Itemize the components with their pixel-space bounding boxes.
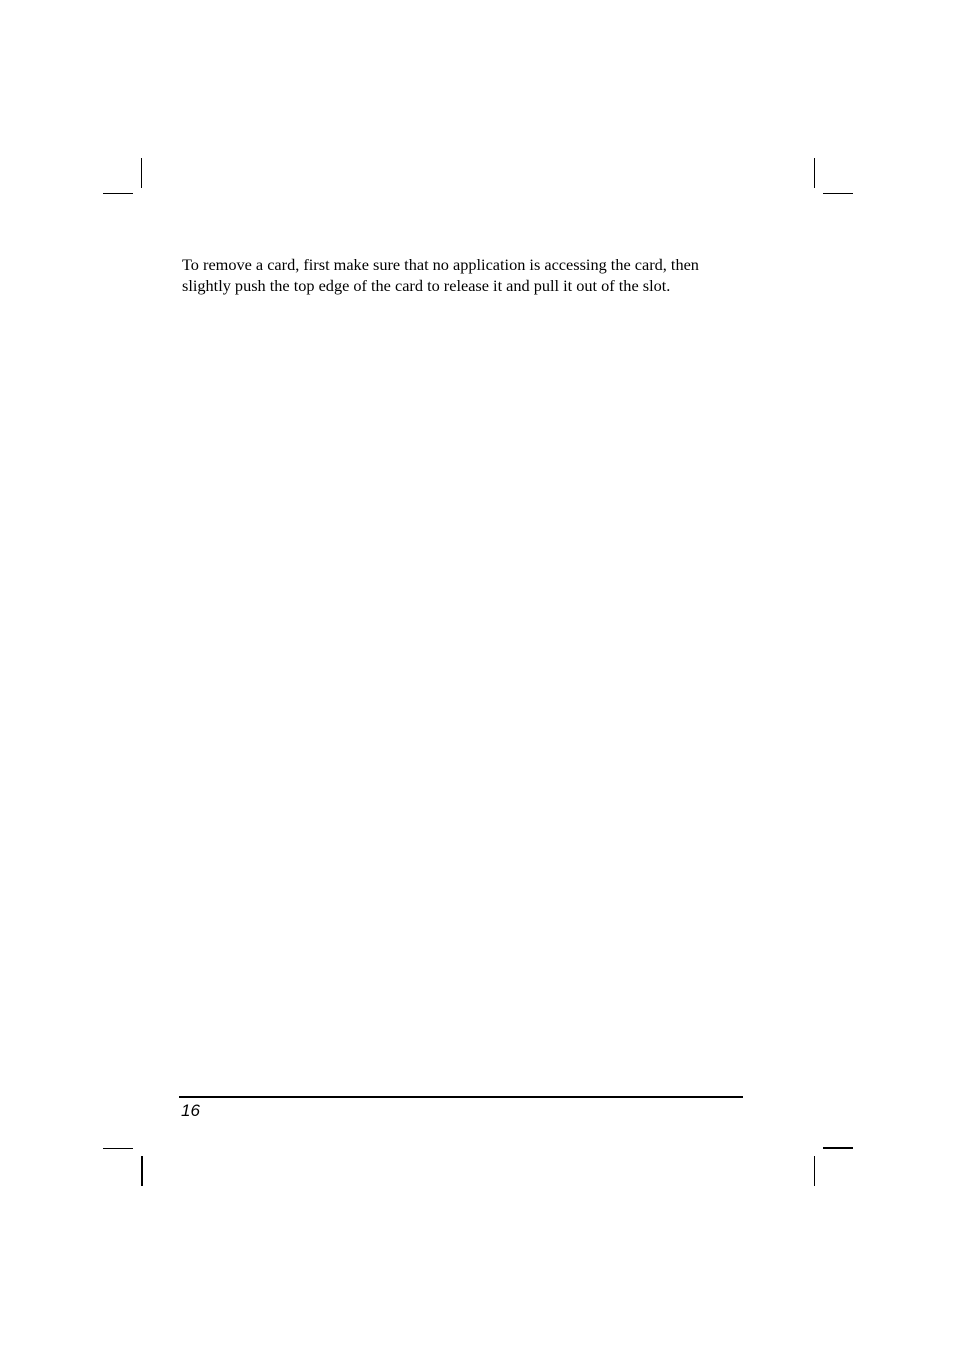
crop-mark-bottom-right-vertical: [814, 1156, 815, 1186]
crop-mark-bottom-left-horizontal: [103, 1148, 133, 1149]
body-line-2: slightly push the top edge of the card to release it and pull it out of the slot.: [182, 276, 671, 295]
crop-mark-top-left-horizontal: [103, 193, 133, 194]
body-paragraph: [182, 254, 752, 296]
footer-rule: [179, 1096, 743, 1098]
page-number: 16: [181, 1101, 200, 1120]
crop-mark-top-right-vertical: [814, 158, 815, 188]
body-line-1: To remove a card, first make sure that no application is accessing the card, then: [182, 255, 699, 274]
crop-mark-top-right-horizontal: [823, 193, 853, 194]
crop-mark-bottom-left-vertical: [141, 1156, 143, 1186]
crop-mark-bottom-right-horizontal: [823, 1147, 853, 1149]
crop-mark-top-left-vertical: [141, 158, 142, 188]
